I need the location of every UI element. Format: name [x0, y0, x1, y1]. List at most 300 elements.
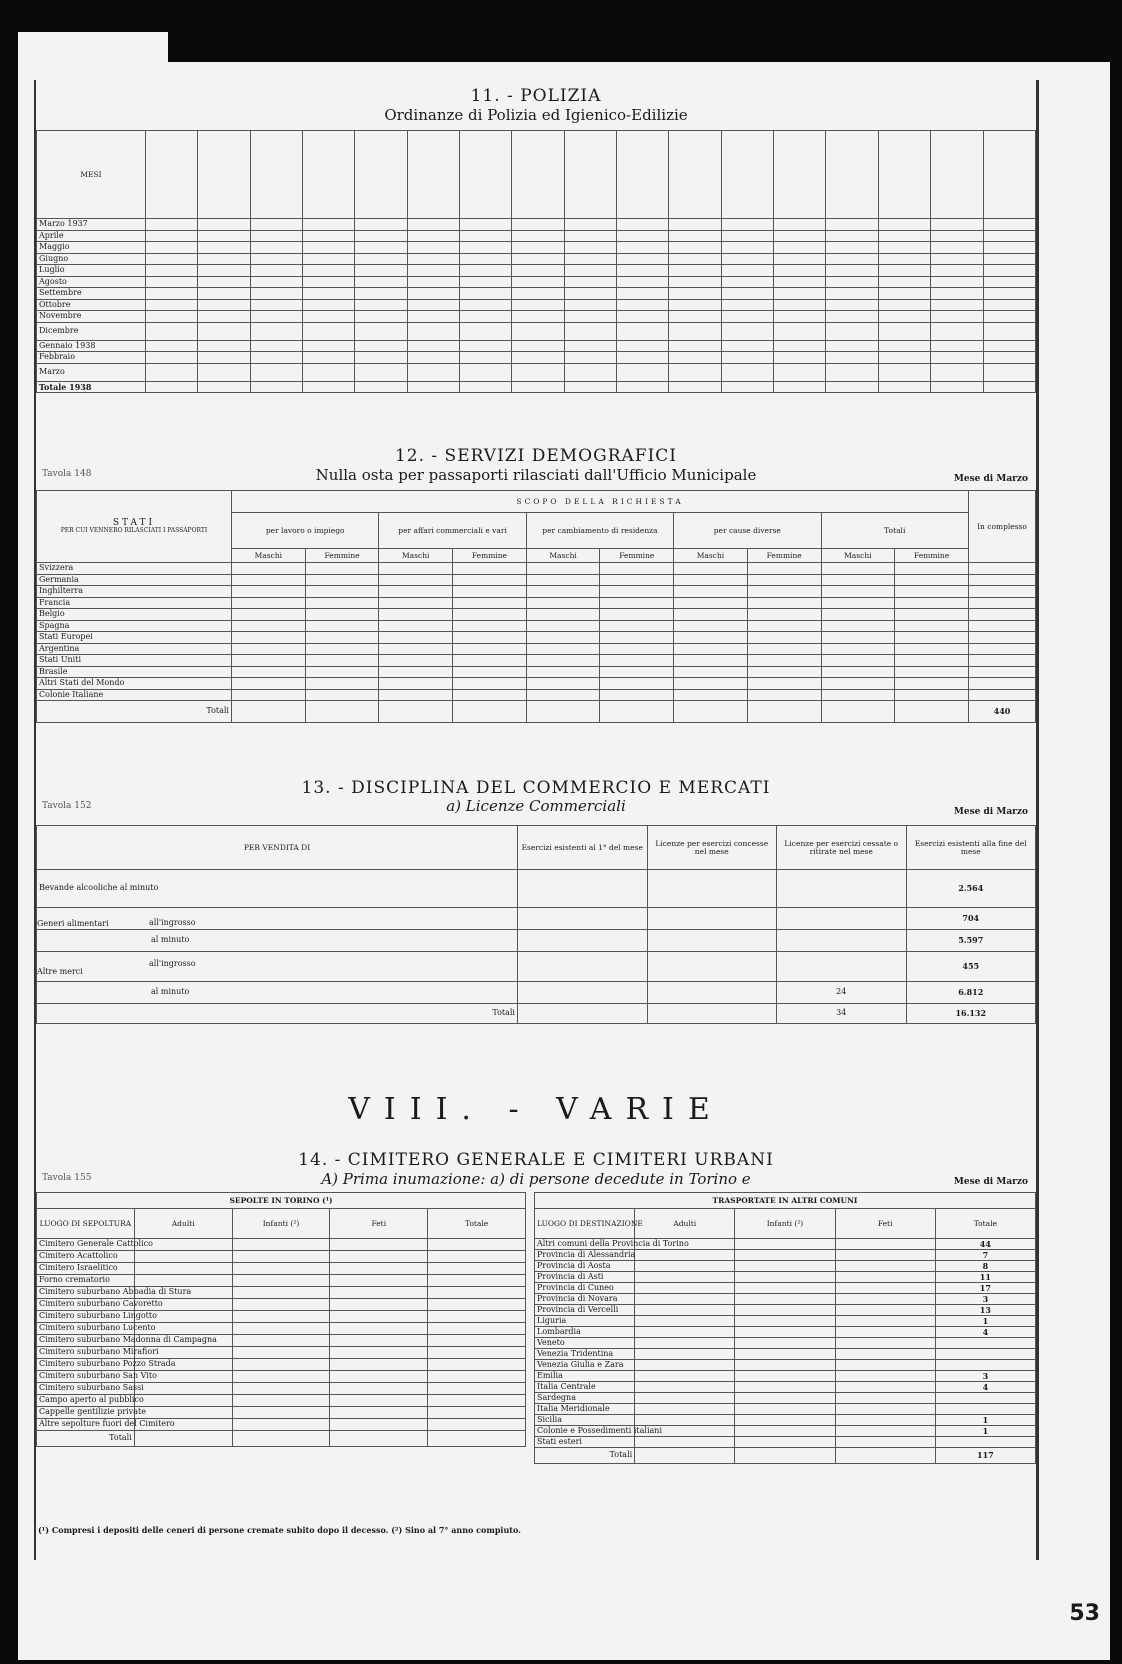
- s12-total-cell: [895, 701, 969, 723]
- s11-cell: [146, 276, 198, 288]
- s12-cell: [379, 563, 453, 575]
- s13-cell: [518, 870, 648, 908]
- s11-cell: [146, 340, 198, 352]
- s12-cell: [232, 609, 306, 621]
- s14-l-label: Cimitero suburbano Mirafiori: [37, 1347, 135, 1359]
- s14-l-cell: [134, 1275, 232, 1287]
- s14-r-cell: [735, 1415, 835, 1426]
- s14-r-cell: 11: [935, 1272, 1035, 1283]
- s11-cell: [407, 253, 459, 265]
- s14-l-cell: [330, 1311, 428, 1323]
- s11-cell: [355, 265, 407, 277]
- s11-cell: [721, 352, 773, 364]
- s14-r-label: Provincia di Asti: [535, 1272, 635, 1283]
- s12-head-complesso: In complesso: [969, 491, 1036, 563]
- s14-l-cell: [232, 1323, 330, 1335]
- s11-cell: [878, 322, 930, 340]
- s14-subtitle: A) Prima inumazione: a) di persone decedute in Torino e: [321, 1170, 751, 1188]
- s11-cell: [512, 381, 564, 393]
- s11-cell: [250, 276, 302, 288]
- s12-row: [37, 655, 1036, 667]
- s14-r-label: Altri comuni della Provincia di Torino: [535, 1239, 635, 1250]
- s12-cell: [305, 620, 379, 632]
- s11-cell: [146, 381, 198, 393]
- s11-cell: [669, 230, 721, 242]
- s14-r-row: [535, 1338, 1036, 1349]
- s11-cell: [878, 311, 930, 323]
- s12-cell: [747, 689, 821, 701]
- s14-l-cell: [232, 1395, 330, 1407]
- s11-cell: [303, 352, 355, 364]
- s12-cell: [305, 574, 379, 586]
- s12-cell: [674, 643, 748, 655]
- s12-cell: [674, 678, 748, 690]
- s12-head-femmine: Femmine: [747, 549, 821, 563]
- s11-cell: [931, 340, 983, 352]
- s12-cell: [747, 574, 821, 586]
- s13-cell: 704: [906, 908, 1036, 930]
- s11-table: [36, 130, 1036, 393]
- s13-total-cell: [518, 1004, 648, 1024]
- s14-l-row: [37, 1239, 526, 1251]
- s11-cell: [355, 219, 407, 231]
- s14-r-cell: [935, 1393, 1035, 1404]
- s12-head-stati: STATI PER CUI VENNERO RILASCIATI I PASSAPORTI: [37, 491, 232, 563]
- s11-cell: [983, 340, 1036, 352]
- s12-cell: [674, 689, 748, 701]
- s11-cell: [826, 340, 878, 352]
- s14-r-row: [535, 1294, 1036, 1305]
- s12-cell: [526, 563, 600, 575]
- scan-border: [168, 32, 1110, 62]
- s11-cell: [878, 242, 930, 254]
- s14-r-cell: [835, 1360, 935, 1371]
- s13-bevande: Bevande alcooliche al minuto: [37, 870, 518, 908]
- s13-cell: 6.812: [906, 982, 1036, 1004]
- viii-title: VIII. - VARIE: [348, 1092, 724, 1127]
- s14-r-label: Venezia Tridentina: [535, 1349, 635, 1360]
- s14-l-row: [37, 1359, 526, 1371]
- s14-l-label: Campo aperto al pubblico: [37, 1395, 135, 1407]
- s14-r-cell: [735, 1371, 835, 1382]
- s11-cell: [355, 340, 407, 352]
- s11-row-label: Ottobre: [37, 299, 146, 311]
- s13-cell: [647, 930, 777, 952]
- s14-r-cell: [735, 1261, 835, 1272]
- s14-l-row: [37, 1419, 526, 1431]
- s12-cell: [821, 689, 895, 701]
- s11-cell: [826, 276, 878, 288]
- s14-l-cell: [232, 1371, 330, 1383]
- s14-r-total-cell: [735, 1448, 835, 1464]
- s14-r-label: Provincia di Novara: [535, 1294, 635, 1305]
- s12-cell: [969, 620, 1036, 632]
- s12-head-femmine: Femmine: [600, 549, 674, 563]
- s11-cell: [198, 253, 250, 265]
- s11-cell: [983, 381, 1036, 393]
- s12-cell: [895, 666, 969, 678]
- s12-cell: [674, 597, 748, 609]
- s14-r-cell: [835, 1294, 935, 1305]
- s14-l-cell: [134, 1395, 232, 1407]
- s11-row: [37, 299, 1036, 311]
- s12-cell: [526, 689, 600, 701]
- s14-r-cell: [635, 1250, 735, 1261]
- s14-r-cell: [635, 1371, 735, 1382]
- s12-cell: [821, 609, 895, 621]
- s12-cell: [379, 643, 453, 655]
- s12-row: [37, 620, 1036, 632]
- page-corner: [18, 32, 168, 62]
- s12-head-maschi: Maschi: [379, 549, 453, 563]
- s12-cell: [305, 563, 379, 575]
- s14-r-total-cell: 117: [935, 1448, 1035, 1464]
- s11-col-head: [146, 131, 198, 219]
- s14-r-cell: [735, 1360, 835, 1371]
- s11-cell: [617, 253, 669, 265]
- s12-cell: [305, 643, 379, 655]
- s11-cell: [983, 363, 1036, 381]
- s14-r-cell: [735, 1305, 835, 1316]
- s12-cell: [821, 574, 895, 586]
- s14-l-cell: [232, 1239, 330, 1251]
- s14-r-cell: [635, 1316, 735, 1327]
- s11-cell: [826, 265, 878, 277]
- s11-cell: [512, 340, 564, 352]
- s14-l-col-head: LUOGO DI SEPOLTURA: [37, 1209, 135, 1239]
- s12-cell: [526, 609, 600, 621]
- s14-l-label: Cimitero Acattolico: [37, 1251, 135, 1263]
- s14-r-cell: [835, 1283, 935, 1294]
- s11-cell: [512, 265, 564, 277]
- s11-row: [37, 276, 1036, 288]
- s14-r-total-row: [535, 1448, 1036, 1464]
- s11-cell: [774, 322, 826, 340]
- s14-l-cell: [428, 1263, 526, 1275]
- s14-l-row: [37, 1323, 526, 1335]
- s14-r-cell: [635, 1294, 735, 1305]
- s14-r-cell: 1: [935, 1415, 1035, 1426]
- s14-l-row: [37, 1299, 526, 1311]
- s14-r-cell: [735, 1283, 835, 1294]
- s11-col-head: [669, 131, 721, 219]
- s11-cell: [460, 242, 512, 254]
- s13-table: [36, 825, 1036, 1024]
- s14-l-row: [37, 1287, 526, 1299]
- s14-r-cell: [735, 1393, 835, 1404]
- s11-cell: [250, 299, 302, 311]
- s14-l-label: Cimitero suburbano San Vito: [37, 1371, 135, 1383]
- s12-cell: [232, 586, 306, 598]
- s13-total-cell: 16.132: [906, 1004, 1036, 1024]
- s11-cell: [146, 219, 198, 231]
- s14-title: 14. - CIMITERO GENERALE E CIMITERI URBANI: [298, 1150, 774, 1170]
- s11-row: [37, 253, 1036, 265]
- s12-cell: [600, 586, 674, 598]
- s11-cell: [878, 253, 930, 265]
- s14-r-cell: [735, 1250, 835, 1261]
- s12-group-head: Totali: [821, 513, 969, 549]
- s14-r-cell: [735, 1349, 835, 1360]
- s12-tavola: Tavola 148: [42, 469, 92, 479]
- s12-cell: [674, 620, 748, 632]
- s11-row-label: Luglio: [37, 265, 146, 277]
- s11-cell: [617, 242, 669, 254]
- s14-l-cell: [330, 1407, 428, 1419]
- s12-cell: [969, 689, 1036, 701]
- s12-cell: [747, 643, 821, 655]
- s11-row-label: Novembre: [37, 311, 146, 323]
- s14-r-label: Colonie e Possedimenti italiani: [535, 1426, 635, 1437]
- s12-cell: [969, 563, 1036, 575]
- s14-r-cell: [935, 1349, 1035, 1360]
- s12-cell: [969, 632, 1036, 644]
- s14-r-cell: [835, 1415, 935, 1426]
- s14-l-cell: [330, 1383, 428, 1395]
- s14-l-cell: [232, 1299, 330, 1311]
- s11-cell: [721, 381, 773, 393]
- s14-l-cell: [428, 1395, 526, 1407]
- s12-cell: [232, 678, 306, 690]
- s11-cell: [721, 230, 773, 242]
- s11-col-head: [250, 131, 302, 219]
- s14-l-cell: [232, 1251, 330, 1263]
- s12-head-maschi: Maschi: [674, 549, 748, 563]
- s14-l-cell: [428, 1371, 526, 1383]
- s12-row-label: Belgio: [37, 609, 232, 621]
- s14-r-row: [535, 1239, 1036, 1250]
- s11-cell: [826, 242, 878, 254]
- s11-cell: [931, 381, 983, 393]
- s14-r-col-head: Totale: [935, 1209, 1035, 1239]
- s14-l-col-head: Adulti: [134, 1209, 232, 1239]
- s14-r-cell: 1: [935, 1426, 1035, 1437]
- s11-cell: [564, 381, 616, 393]
- s12-cell: [969, 586, 1036, 598]
- s11-cell: [617, 311, 669, 323]
- s12-cell: [232, 574, 306, 586]
- s11-cell: [407, 363, 459, 381]
- s12-row-label: Colonie Italiane: [37, 689, 232, 701]
- s11-cell: [721, 322, 773, 340]
- s11-cell: [250, 363, 302, 381]
- s11-cell: [983, 311, 1036, 323]
- s11-cell: [564, 276, 616, 288]
- s14-l-cell: [134, 1407, 232, 1419]
- s11-cell: [355, 322, 407, 340]
- s11-cell: [669, 253, 721, 265]
- s12-cell: [821, 655, 895, 667]
- s14-l-cell: [428, 1347, 526, 1359]
- s14-l-cell: [232, 1335, 330, 1347]
- s13-cell: [777, 952, 907, 982]
- s11-col-head: [826, 131, 878, 219]
- s11-cell: [931, 288, 983, 300]
- s11-cell: [407, 311, 459, 323]
- s11-cell: [250, 381, 302, 393]
- s12-cell: [600, 655, 674, 667]
- s11-cell: [983, 276, 1036, 288]
- s14-l-row: [37, 1383, 526, 1395]
- s11-cell: [669, 242, 721, 254]
- s11-cell: [564, 340, 616, 352]
- s11-col-head: [774, 131, 826, 219]
- s11-cell: [460, 299, 512, 311]
- s14-l-cell: [428, 1407, 526, 1419]
- s11-cell: [512, 363, 564, 381]
- s11-cell: [198, 299, 250, 311]
- s11-cell: [931, 363, 983, 381]
- s11-cell: [303, 322, 355, 340]
- s12-cell: [895, 632, 969, 644]
- s14-l-label: Cimitero suburbano Pozzo Strada: [37, 1359, 135, 1371]
- s11-cell: [512, 311, 564, 323]
- s14-r-cell: [835, 1327, 935, 1338]
- s12-cell: [821, 586, 895, 598]
- s11-cell: [669, 381, 721, 393]
- s12-cell: [453, 609, 527, 621]
- s11-cell: [407, 299, 459, 311]
- s11-row: [37, 322, 1036, 340]
- s12-group-head: per cambiamento di residenza: [526, 513, 673, 549]
- s11-row: [37, 242, 1036, 254]
- s14-r-row: [535, 1426, 1036, 1437]
- s11-cell: [512, 288, 564, 300]
- s14-right-head: TRASPORTATE IN ALTRI COMUNI: [535, 1193, 1036, 1209]
- s12-cell: [747, 563, 821, 575]
- s11-cell: [564, 265, 616, 277]
- s11-cell: [669, 322, 721, 340]
- s11-cell: [774, 352, 826, 364]
- s14-r-label: Veneto: [535, 1338, 635, 1349]
- s11-cell: [983, 288, 1036, 300]
- s12-row: [37, 586, 1036, 598]
- s11-cell: [617, 299, 669, 311]
- s11-cell: [931, 219, 983, 231]
- s12-cell: [305, 689, 379, 701]
- s14-l-label: Cimitero suburbano Lingotto: [37, 1311, 135, 1323]
- s12-head-femmine: Femmine: [305, 549, 379, 563]
- s12-cell: [969, 574, 1036, 586]
- s11-cell: [721, 288, 773, 300]
- s11-cell: [460, 322, 512, 340]
- s11-cell: [198, 265, 250, 277]
- s11-cell: [460, 288, 512, 300]
- s14-r-row: [535, 1393, 1036, 1404]
- s11-cell: [878, 288, 930, 300]
- s12-total-cell: [747, 701, 821, 723]
- page-number: 53: [1069, 1601, 1100, 1626]
- s12-total-row: [37, 701, 1036, 723]
- s11-cell: [721, 363, 773, 381]
- s12-cell: [526, 666, 600, 678]
- s14-l-total-cell: [428, 1431, 526, 1447]
- s14-r-cell: [635, 1272, 735, 1283]
- s11-cell: [826, 311, 878, 323]
- s13-cell: [647, 870, 777, 908]
- s11-cell: [564, 242, 616, 254]
- s11-cell: [460, 230, 512, 242]
- s12-cell: [305, 666, 379, 678]
- s12-row-label: Stati Europei: [37, 632, 232, 644]
- s11-cell: [826, 299, 878, 311]
- s14-l-row: [37, 1275, 526, 1287]
- s11-cell: [303, 230, 355, 242]
- s11-cell: [669, 363, 721, 381]
- s14-l-cell: [330, 1359, 428, 1371]
- s14-footnote: (¹) Compresi i depositi delle ceneri di persone cremate subito dopo il decesso. (²) Sino al 7° anno compiuto.: [38, 1525, 521, 1535]
- s11-cell: [250, 288, 302, 300]
- s14-l-cell: [428, 1323, 526, 1335]
- s11-cell: [721, 340, 773, 352]
- s11-cell: [407, 322, 459, 340]
- s14-l-cell: [330, 1263, 428, 1275]
- s12-cell: [453, 563, 527, 575]
- s11-row: [37, 363, 1036, 381]
- s14-l-cell: [330, 1239, 428, 1251]
- s12-cell: [600, 597, 674, 609]
- s11-cell: [983, 265, 1036, 277]
- s11-cell: [303, 253, 355, 265]
- s12-cell: [674, 666, 748, 678]
- s14-l-cell: [428, 1359, 526, 1371]
- s14-l-row: [37, 1263, 526, 1275]
- s11-cell: [983, 253, 1036, 265]
- s11-cell: [878, 299, 930, 311]
- s12-cell: [526, 632, 600, 644]
- s14-r-cell: [735, 1327, 835, 1338]
- s11-cell: [198, 242, 250, 254]
- s11-cell: [774, 276, 826, 288]
- s11-cell: [721, 219, 773, 231]
- s14-r-row: [535, 1360, 1036, 1371]
- s11-subtitle: Ordinanze di Polizia ed Igienico-Edilizie: [384, 106, 688, 124]
- s11-cell: [407, 265, 459, 277]
- s14-l-cell: [428, 1419, 526, 1431]
- s12-cell: [895, 655, 969, 667]
- s12-cell: [600, 678, 674, 690]
- s14-r-row: [535, 1316, 1036, 1327]
- s12-cell: [379, 609, 453, 621]
- s11-cell: [983, 352, 1036, 364]
- s12-cell: [600, 666, 674, 678]
- s14-l-cell: [330, 1371, 428, 1383]
- s11-cell: [303, 381, 355, 393]
- s11-cell: [826, 363, 878, 381]
- s12-row: [37, 574, 1036, 586]
- s14-r-cell: [635, 1415, 735, 1426]
- s12-row: [37, 609, 1036, 621]
- s14-r-col-head: LUOGO DI DESTINAZIONE: [535, 1209, 635, 1239]
- s11-cell: [407, 230, 459, 242]
- s12-cell: [379, 586, 453, 598]
- s12-row: [37, 678, 1036, 690]
- s14-l-col-head: Feti: [330, 1209, 428, 1239]
- s11-cell: [460, 276, 512, 288]
- s11-col-head: [198, 131, 250, 219]
- s11-cell: [198, 363, 250, 381]
- s14-mese: Mese di Marzo: [953, 1177, 1028, 1187]
- s11-col-head: [564, 131, 616, 219]
- s11-cell: [564, 299, 616, 311]
- s13-cell: [777, 930, 907, 952]
- s12-cell: [453, 632, 527, 644]
- s11-cell: [931, 311, 983, 323]
- s11-cell: [669, 352, 721, 364]
- s11-cell: [250, 322, 302, 340]
- s12-cell: [821, 563, 895, 575]
- s13-generi: Generi alimentari: [37, 919, 109, 928]
